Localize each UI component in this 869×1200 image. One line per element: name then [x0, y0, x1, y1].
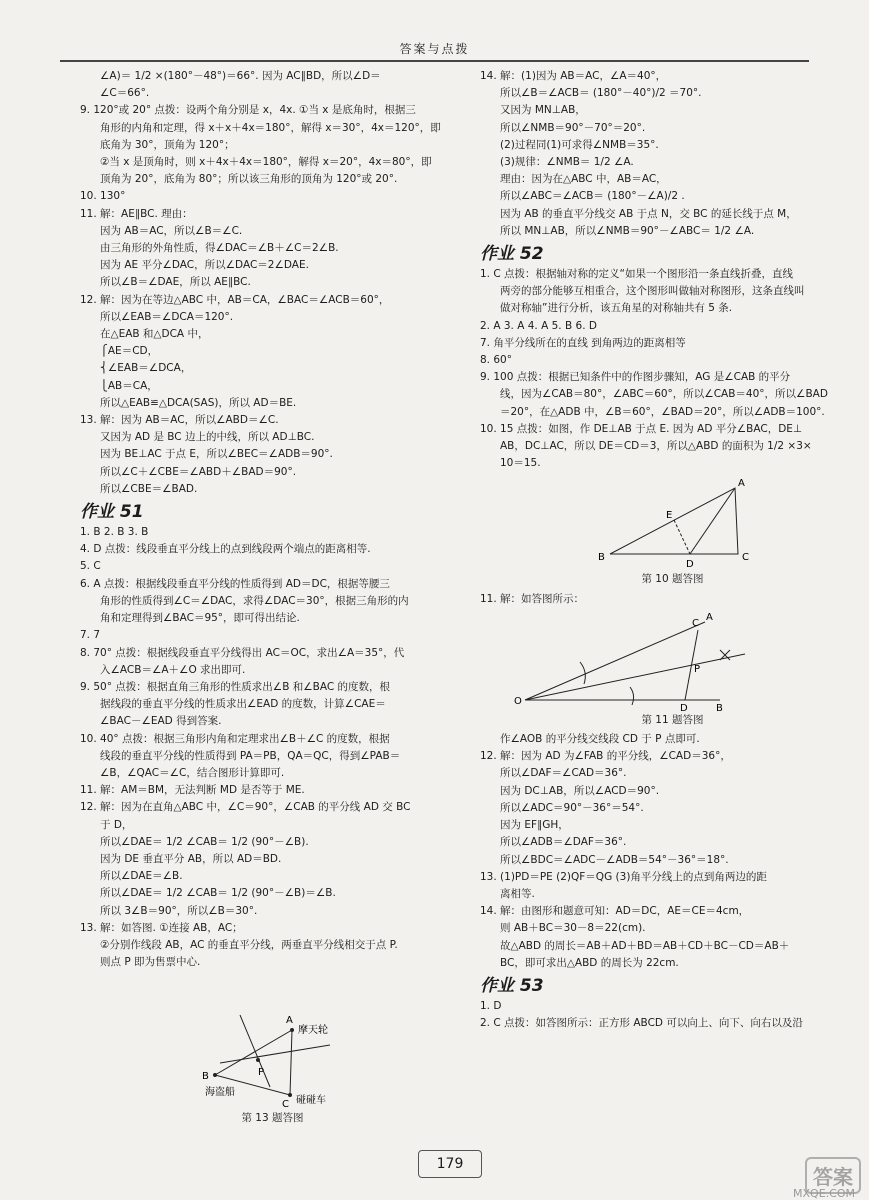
answer-line: 做对称轴”进行分析，该五角星的对称轴共有 5 条. [500, 302, 733, 315]
label-e: E [666, 510, 673, 522]
answer-line: 所以∠CBE＝∠BAD. [100, 482, 198, 495]
answer-line: 则 AB＋BC＝30－8＝22(cm). [500, 922, 646, 935]
answer-line: ⎨∠EAB＝∠DCA， [100, 362, 192, 375]
answers-53 [480, 998, 865, 1032]
answer-line: 11. 解：AE∥BC. 理由： [80, 207, 193, 220]
answer-line: 底角为 30°，顶角为 120°； [100, 138, 235, 151]
answer-line: ∠B，∠QAC＝∠C，结合图形计算即可. [100, 766, 285, 779]
answer-line: 12. 解：因为 AD 为∠FAB 的平分线，∠CAD＝36°， [480, 750, 731, 763]
answer-line: 7. 7 [80, 629, 101, 642]
answer-line: ②分别作线段 AB，AC 的垂直平分线，两垂直平分线相交于点 P. [100, 938, 398, 951]
answer-line: (2)过程同(1)可求得∠NMB＝35°. [500, 138, 659, 151]
label-c: C [282, 1099, 289, 1111]
answer-line: 10＝15. [500, 457, 541, 470]
answer-line: 两旁的部分能够互相重合，这个图形叫做轴对称图形，这条直线叫 [500, 285, 805, 298]
answer-line: 所以∠BDC＝∠ADC－∠ADB＝54°－36°＝18°. [500, 853, 729, 866]
answer-line: 5. C [80, 560, 101, 573]
right-column [480, 68, 865, 1032]
page-number: 179 [418, 1150, 482, 1178]
answer-line: (3)规律：∠NMB＝ 1/2 ∠A. [500, 156, 634, 169]
answer-line: 2. A 3. A 4. A 5. B 6. D [480, 319, 597, 332]
answer-line: 作∠AOB 的平分线交线段 CD 于 P 点即可. [500, 733, 700, 746]
figure-13 [80, 975, 465, 1127]
answer-line: 则点 P 即为售票中心. [100, 956, 201, 969]
answer-line: 所以∠B＝∠ACB＝ (180°－40°)/2 ＝70°. [500, 87, 702, 100]
answer-line: 12. 解：因为在直角△ABC 中，∠C＝90°，∠CAB 的平分线 AD 交 BC [80, 801, 411, 814]
answer-line: 因为 AE 平分∠DAC，所以∠DAC＝2∠DAE. [100, 259, 309, 272]
answer-line: 14. 解：由图形和题意可知：AD＝DC，AE＝CE＝4cm， [480, 905, 750, 918]
answer-line: 所以∠ABC＝∠ACB＝ (180°－∠A)/2 . [500, 190, 685, 203]
answer-line: 14. 解：(1)因为 AB＝AC，∠A＝40°， [480, 70, 667, 82]
answer-line: 据线段的垂直平分线的性质求出∠EAD 的度数，计算∠CAE＝ [100, 698, 386, 711]
answer-line: 在△EAB 和△DCA 中， [100, 328, 209, 341]
answer-line: 线段的垂直平分线的性质得到 PA＝PB，QA＝QC，得到∠PAB＝ [100, 749, 401, 762]
answers-52 [480, 266, 865, 472]
answer-line: 因为 DE 垂直平分 AB，所以 AD＝BD. [100, 852, 282, 865]
answer-line: 所以 MN⊥AB，所以∠NMB＝90°－∠ABC＝ 1/2 ∠A. [500, 224, 755, 237]
answer-line: 4. D 点拨：线段垂直平分线上的点到线段两个端点的距离相等. [80, 543, 371, 556]
answer-line: 1. D [480, 999, 502, 1012]
figure-10 [480, 476, 865, 588]
label-pirate-ship: 海盗船 [205, 1087, 235, 1099]
watermark-url: MXQE.COM [793, 1187, 855, 1200]
answer-line: ②当 x 是顶角时，则 x＋4x＋4x＝180°，解得 x＝20°，4x＝80°，即 [100, 156, 432, 169]
label-o: O [514, 695, 522, 707]
point-b [213, 1073, 217, 1077]
label-p: P [694, 663, 701, 675]
label-ferris-wheel: 摩天轮 [298, 1025, 328, 1037]
answer-line: 因为 BE⊥AC 于点 E，所以∠BEC＝∠ADB＝90°. [100, 448, 333, 461]
answer-line: ⎧AE＝CD， [100, 345, 159, 358]
figure-10-diagram [480, 476, 865, 571]
answer-line: 角形的内角和定理，得 x＋x＋4x＝180°，解得 x＝30°，4x＝120°，即 [100, 121, 441, 134]
label-b: B [716, 702, 723, 712]
answer-line: 故△ABD 的周长＝AB＋AD＋BD＝AB＋CD＋BC－CD＝AB＋ [500, 939, 790, 952]
answer-line: ⎩AB＝CA， [100, 379, 158, 392]
answer-line: 又因为 AD 是 BC 边上的中线，所以 AD⊥BC. [100, 431, 315, 444]
answer-line: 13. 解：如答图. ①连接 AB，AC； [80, 921, 243, 934]
answer-line: 角形的性质得到∠C＝∠DAC，求得∠DAC＝30°，根据三角形的内 [100, 594, 409, 607]
segment-ad [690, 488, 735, 554]
segment-ba [215, 1030, 292, 1075]
section-title-53: 作业 53 [480, 975, 544, 996]
answer-line: 所以∠EAB＝∠DCA＝120°. [100, 310, 234, 323]
answer-line: 9. 50° 点拨：根据直角三角形的性质求出∠B 和∠BAC 的度数，根 [80, 680, 391, 693]
answer-line: 角和定理得到∠BAC＝95°，即可得出结论. [100, 612, 300, 625]
answer-line: 因为 DC⊥AB，所以∠ACD＝90°. [500, 784, 660, 797]
answer-line: 所以∠B＝∠DAE，所以 AE∥BC. [100, 276, 251, 289]
answer-line: 又因为 MN⊥AB， [500, 104, 586, 117]
answer-line: 9. 100 点拨：根据已知条件中的作图步骤知，AG 是∠CAB 的平分 [480, 371, 791, 384]
answer-line: 由三角形的外角性质，得∠DAC＝∠B＋∠C＝2∠B. [100, 242, 339, 255]
answer-line: 1. C 点拨：根据轴对称的定义“如果一个图形沿一条直线折叠，直线 [480, 268, 793, 281]
answer-line: BC，即可求出△ABD 的周长为 22cm. [500, 956, 679, 969]
answer-line: 6. A 点拨：根据线段垂直平分线的性质得到 AD＝DC，根据等腰三 [80, 577, 390, 590]
answer-line: 8. 60° [480, 354, 512, 367]
answer-line: 所以△EAB≌△DCA(SAS)，所以 AD＝BE. [100, 396, 297, 409]
answer-line: 因为 AB 的垂直平分线交 AB 于点 N，交 BC 的延长线于点 M， [500, 207, 797, 220]
figure-10-caption: 第 10 题答图 [641, 573, 704, 586]
answer-line: 因为 EF∥GH， [500, 819, 569, 832]
answer-line: 1. B 2. B 3. B [80, 526, 149, 539]
answer-line: 离相等. [500, 887, 535, 900]
answers-51 [80, 524, 465, 971]
label-b: B [202, 1071, 209, 1083]
arc-2 [630, 687, 634, 705]
angle-bisector [525, 654, 745, 700]
page-header [60, 38, 809, 62]
section-title-52: 作业 52 [480, 244, 544, 265]
answer-line: 9. 120°或 20° 点拨：设两个角分别是 x，4x. ①当 x 是底角时，根据三 [80, 104, 416, 117]
label-b: B [598, 552, 605, 564]
answer-line: 于 D， [100, 818, 133, 831]
answer-line: 所以∠NMB＝90°－70°＝20°. [500, 121, 646, 134]
label-c: C [692, 617, 699, 629]
segment-de [674, 520, 690, 554]
figure-13-caption: 第 13 题答图 [241, 1112, 304, 1125]
answer-line: ∠C＝66°. [100, 87, 150, 100]
answer-line: 所以∠DAE＝ 1/2 ∠CAB＝ 1/2 (90°－∠B)＝∠B. [100, 887, 336, 900]
answer-line: 线，因为∠CAB＝80°，∠ABC＝60°，所以∠CAB＝40°，所以∠BAD [500, 388, 828, 401]
answer-line: 11. 解：AM＝BM，无法判断 MD 是否等于 ME. [80, 784, 305, 797]
answer-line: 12. 解：因为在等边△ABC 中，AB＝CA，∠BAC＝∠ACB＝60°， [80, 293, 390, 306]
label-a: A [738, 478, 745, 490]
section-title-51: 作业 51 [80, 502, 144, 523]
point-a [290, 1028, 294, 1032]
label-p: P [258, 1067, 265, 1079]
answer-line: 所以∠DAE＝∠B. [100, 870, 183, 883]
figure-13-diagram [80, 975, 465, 1110]
answer-line: 顶角为 20°，底角为 80°；所以该三角形的顶角为 120°或 20°. [100, 173, 398, 186]
point-p [256, 1058, 260, 1062]
right-top-answers [480, 68, 865, 240]
answer-line: 所以 3∠B＝90°，所以∠B＝30°. [100, 904, 258, 917]
answer-line: 理由：因为在△ABC 中，AB＝AC， [500, 173, 667, 186]
answers-52-continued [480, 731, 865, 972]
label-a: A [706, 611, 713, 623]
answer-line: 所以∠DAE＝ 1/2 ∠CAB＝ 1/2 (90°－∠B). [100, 835, 309, 848]
left-column [80, 68, 465, 1130]
figure-11 [480, 612, 865, 729]
label-c: C [742, 552, 749, 564]
answer-line: 因为 AB＝AC，所以∠B＝∠C. [100, 224, 243, 237]
figure-11-caption: 第 11 题答图 [641, 713, 704, 726]
answer-line: 10. 15 点拨：如图，作 DE⊥AB 于点 E. 因为 AD 平分∠BAC，DE⊥ [480, 422, 803, 435]
answer-line: 2. C 点拨：如答图所示：正方形 ABCD 可以向上、向下、向右以及沿 [480, 1017, 803, 1030]
figure-11-diagram [480, 612, 865, 712]
answer-line: ∠A)＝ 1/2 ×(180°－48°)＝66°. 因为 AC∥BD，所以∠D＝ [100, 70, 381, 82]
answer-line: 10. 40° 点拨：根据三角形内角和定理求出∠B＋∠C 的度数，根据 [80, 732, 390, 745]
label-a: A [286, 1015, 293, 1027]
answer-line: 所以∠ADB＝∠DAF＝36°. [500, 836, 627, 849]
label-d: D [686, 559, 694, 571]
answer-line: 10. 130° [80, 190, 126, 203]
header-title: 答案与点拨 [399, 42, 470, 56]
answer-line: ∠BAC－∠EAD 得到答案. [100, 715, 222, 728]
left-top-answers [80, 68, 465, 498]
bisector-ac [220, 1045, 330, 1063]
answer-line: 13. 解：因为 AB＝AC，所以∠ABD＝∠C. [80, 414, 279, 427]
answer-line: 所以∠ADC＝90°－36°＝54°. [500, 801, 644, 814]
answer-line: 7. 角平分线所在的直线 到角两边的距离相等 [480, 336, 686, 349]
ray-oa [525, 622, 705, 700]
segment-ac [290, 1030, 292, 1095]
label-d: D [680, 702, 688, 712]
point-c [288, 1093, 292, 1097]
answer-line: ＝20°，在△ADB 中，∠B＝60°，∠BAD＝20°，所以∠ADB＝100°. [500, 405, 825, 418]
answer-line: 13. (1)PD＝PE (2)QF＝QG (3)角平分线上的点到角两边的距 [480, 870, 767, 883]
answer-line: 所以∠DAF＝∠CAD＝36°. [500, 767, 627, 780]
watermark-logo: 答案 [805, 1157, 861, 1194]
bisector-ab [240, 1015, 270, 1087]
answer-line: 8. 70° 点拨：根据线段垂直平分线得出 AC＝OC，求出∠A＝35°，代 [80, 646, 405, 659]
label-bumper-car: 碰碰车 [296, 1095, 326, 1107]
answer-line: 入∠ACB＝∠A＋∠O 求出即可. [100, 663, 246, 676]
arc-1 [580, 662, 585, 684]
answer-line: 所以∠C＋∠CBE＝∠ABD＋∠BAD＝90°. [100, 465, 297, 478]
answer-line: AB，DC⊥AC，所以 DE＝CD＝3，所以△ABD 的面积为 1/2 ×3× [500, 440, 812, 453]
answer-11: 11. 解：如答图所示： [480, 592, 585, 605]
